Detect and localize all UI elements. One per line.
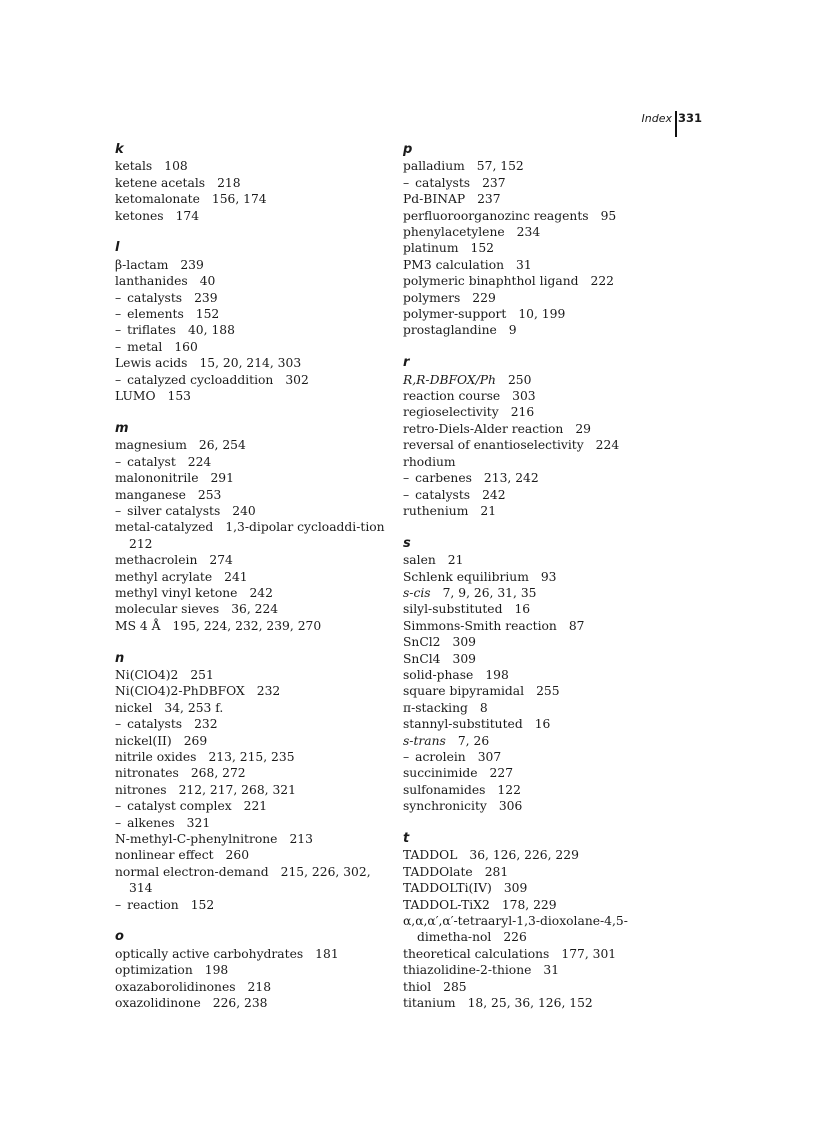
index-subentry: – catalyst complex 221: [115, 799, 268, 814]
index-subentry: – catalyst 224: [115, 454, 212, 469]
index-section-l: [115, 240, 390, 404]
section-letter: s: [403, 535, 411, 551]
index-section-o: [115, 929, 390, 1011]
index-entry: nonlinear effect 260: [115, 848, 250, 863]
index-entry: silyl-substituted 16: [403, 602, 531, 617]
index-entry: π-stacking 8: [403, 700, 488, 715]
index-entry: Ni(ClO4)2-PhDBFOX 232: [115, 684, 281, 699]
index-section-t: [403, 831, 678, 1011]
index-entry: Simmons-Smith reaction 87: [403, 618, 585, 633]
index-entry: solid-phase 198: [403, 667, 509, 682]
index-entry: rhodium: [403, 454, 456, 469]
index-entry: theoretical calculations 177, 301: [403, 946, 617, 961]
section-letter: o: [115, 929, 124, 945]
index-entry: nitrones 212, 217, 268, 321: [115, 782, 296, 797]
index-entry: thiazolidine-2-thione 31: [403, 963, 560, 978]
index-subentry: – catalysts 232: [115, 717, 218, 732]
index-entry: nitronates 268, 272: [115, 766, 246, 781]
index-entry: TADDOL 36, 126, 226, 229: [403, 848, 579, 863]
section-letter: l: [115, 240, 120, 256]
index-entry: regioselectivity 216: [403, 405, 535, 420]
index-subentry: – catalysts 237: [403, 175, 506, 190]
index-section-r: [403, 355, 678, 519]
section-letter: t: [403, 831, 410, 847]
index-entry: Ni(ClO4)2 251: [115, 667, 214, 682]
index-entry: MS 4 Å 195, 224, 232, 239, 270: [115, 618, 322, 633]
running-head-title: Index: [641, 112, 672, 125]
section-letter: m: [115, 420, 129, 436]
index-entry: nickel 34, 253 f.: [115, 700, 224, 715]
index-entry: reversal of enantioselectivity 224: [403, 438, 620, 453]
index-column-right: [403, 142, 678, 1011]
index-entry: methyl acrylate 241: [115, 569, 248, 584]
index-entry: malononitrile 291: [115, 471, 234, 486]
index-entry: perfluoroorganozinc reagents 95: [403, 208, 617, 223]
index-entry: metal-catalyzed 1,3-dipolar cycloaddi-tion 212: [115, 520, 385, 551]
index-entry: phenylacetylene 234: [403, 225, 541, 240]
index-entry: TADDOlate 281: [403, 864, 509, 879]
index-entry: molecular sieves 36, 224: [115, 602, 279, 617]
index-entry: methacrolein 274: [115, 553, 233, 568]
index-subentry: – alkenes 321: [115, 815, 211, 830]
index-entry: SnCl2 309: [403, 635, 476, 650]
index-entry: nickel(II) 269: [115, 733, 208, 748]
index-entry: α,α,α′,α′-tetraaryl-1,3-dioxolane-4,5-dimetha-nol 226: [403, 914, 628, 945]
section-letter: p: [403, 142, 413, 157]
index-section-s: [403, 536, 678, 815]
index-subentry: – carbenes 213, 242: [403, 471, 539, 486]
index-entry: nitrile oxides 213, 215, 235: [115, 749, 295, 764]
index-entry: PM3 calculation 31: [403, 257, 532, 272]
page-number: 331: [677, 111, 702, 125]
running-head: [600, 111, 710, 137]
index-subentry: – elements 152: [115, 307, 220, 322]
index-entry: s-trans 7, 26: [403, 733, 490, 748]
index-entry: ketones 174: [115, 208, 200, 223]
index-entry: optically active carbohydrates 181: [115, 946, 339, 961]
index-entry: square bipyramidal 255: [403, 684, 560, 699]
index-entry: SnCl4 309: [403, 651, 476, 666]
index-entry: retro-Diels-Alder reaction 29: [403, 421, 591, 436]
index-entry: ketals 108: [115, 159, 188, 174]
index-section-k: [115, 142, 390, 224]
index-entry: R,R-DBFOX/Ph 250: [403, 372, 532, 387]
index-entry: TADDOL-TiX2 178, 229: [403, 897, 557, 912]
index-entry: stannyl-substituted 16: [403, 717, 551, 732]
index-entry: ruthenium 21: [403, 503, 497, 518]
index-entry: titanium 18, 25, 36, 126, 152: [403, 996, 593, 1011]
index-subentry: – acrolein 307: [403, 750, 502, 764]
index-entry: LUMO 153: [115, 389, 192, 404]
index-entry: palladium 57, 152: [403, 159, 524, 174]
index-entry: methyl vinyl ketone 242: [115, 585, 273, 600]
index-subentry: – metal 160: [115, 339, 198, 354]
index-entry: optimization 198: [115, 963, 229, 978]
index-entry: normal electron-demand 215, 226, 302, 314: [115, 864, 371, 896]
index-entry: thiol 285: [403, 979, 467, 994]
index-subentry: – silver catalysts 240: [115, 503, 256, 518]
index-entry: oxazaborolidinones 218: [115, 979, 272, 994]
section-letter: k: [115, 142, 124, 157]
section-letter: n: [115, 650, 125, 666]
index-subentry: – reaction 152: [115, 897, 215, 912]
index-entry: succinimide 227: [403, 766, 514, 781]
index-entry: ketene acetals 218: [115, 175, 241, 190]
index-subentry: – triflates 40, 188: [115, 323, 235, 338]
index-entry: synchronicity 306: [403, 799, 523, 814]
index-entry: reaction course 303: [403, 389, 536, 404]
index-section-p: [403, 142, 678, 339]
index-entry: prostaglandine 9: [403, 323, 517, 338]
index-entry: manganese 253: [115, 487, 222, 502]
index-entry: polymer-support 10, 199: [403, 307, 566, 322]
section-letter: r: [403, 355, 410, 371]
index-section-m: [115, 421, 390, 634]
index-entry: polymeric binaphthol ligand 222: [403, 274, 614, 289]
index-entry: oxazolidinone 226, 238: [115, 996, 268, 1011]
index-entry: lanthanides 40: [115, 274, 216, 289]
index-entry: salen 21: [403, 553, 464, 568]
index-entry: Schlenk equilibrium 93: [403, 569, 557, 584]
index-column-left: [115, 142, 390, 1011]
index-subentry: – catalysts 239: [115, 290, 218, 305]
index-entry: N-methyl-C-phenylnitrone 213: [115, 832, 313, 847]
index-section-n: [115, 651, 390, 914]
index-subentry: – catalyzed cycloaddition 302: [115, 372, 309, 387]
index-subentry: – catalysts 242: [403, 487, 506, 502]
index-entry: TADDOLTi(IV) 309: [403, 881, 528, 896]
index-entry: sulfonamides 122: [403, 782, 521, 797]
index-entry: Lewis acids 15, 20, 214, 303: [115, 356, 302, 371]
running-head-divider: [675, 111, 677, 137]
index-entry: β-lactam 239: [115, 257, 204, 272]
index-entry: Pd-BINAP 237: [403, 192, 501, 207]
index-entry: platinum 152: [403, 241, 494, 256]
index-entry: polymers 229: [403, 290, 496, 305]
index-entry: ketomalonate 156, 174: [115, 192, 267, 207]
index-entry: magnesium 26, 254: [115, 438, 246, 453]
index-entry: s-cis 7, 9, 26, 31, 35: [403, 585, 537, 600]
